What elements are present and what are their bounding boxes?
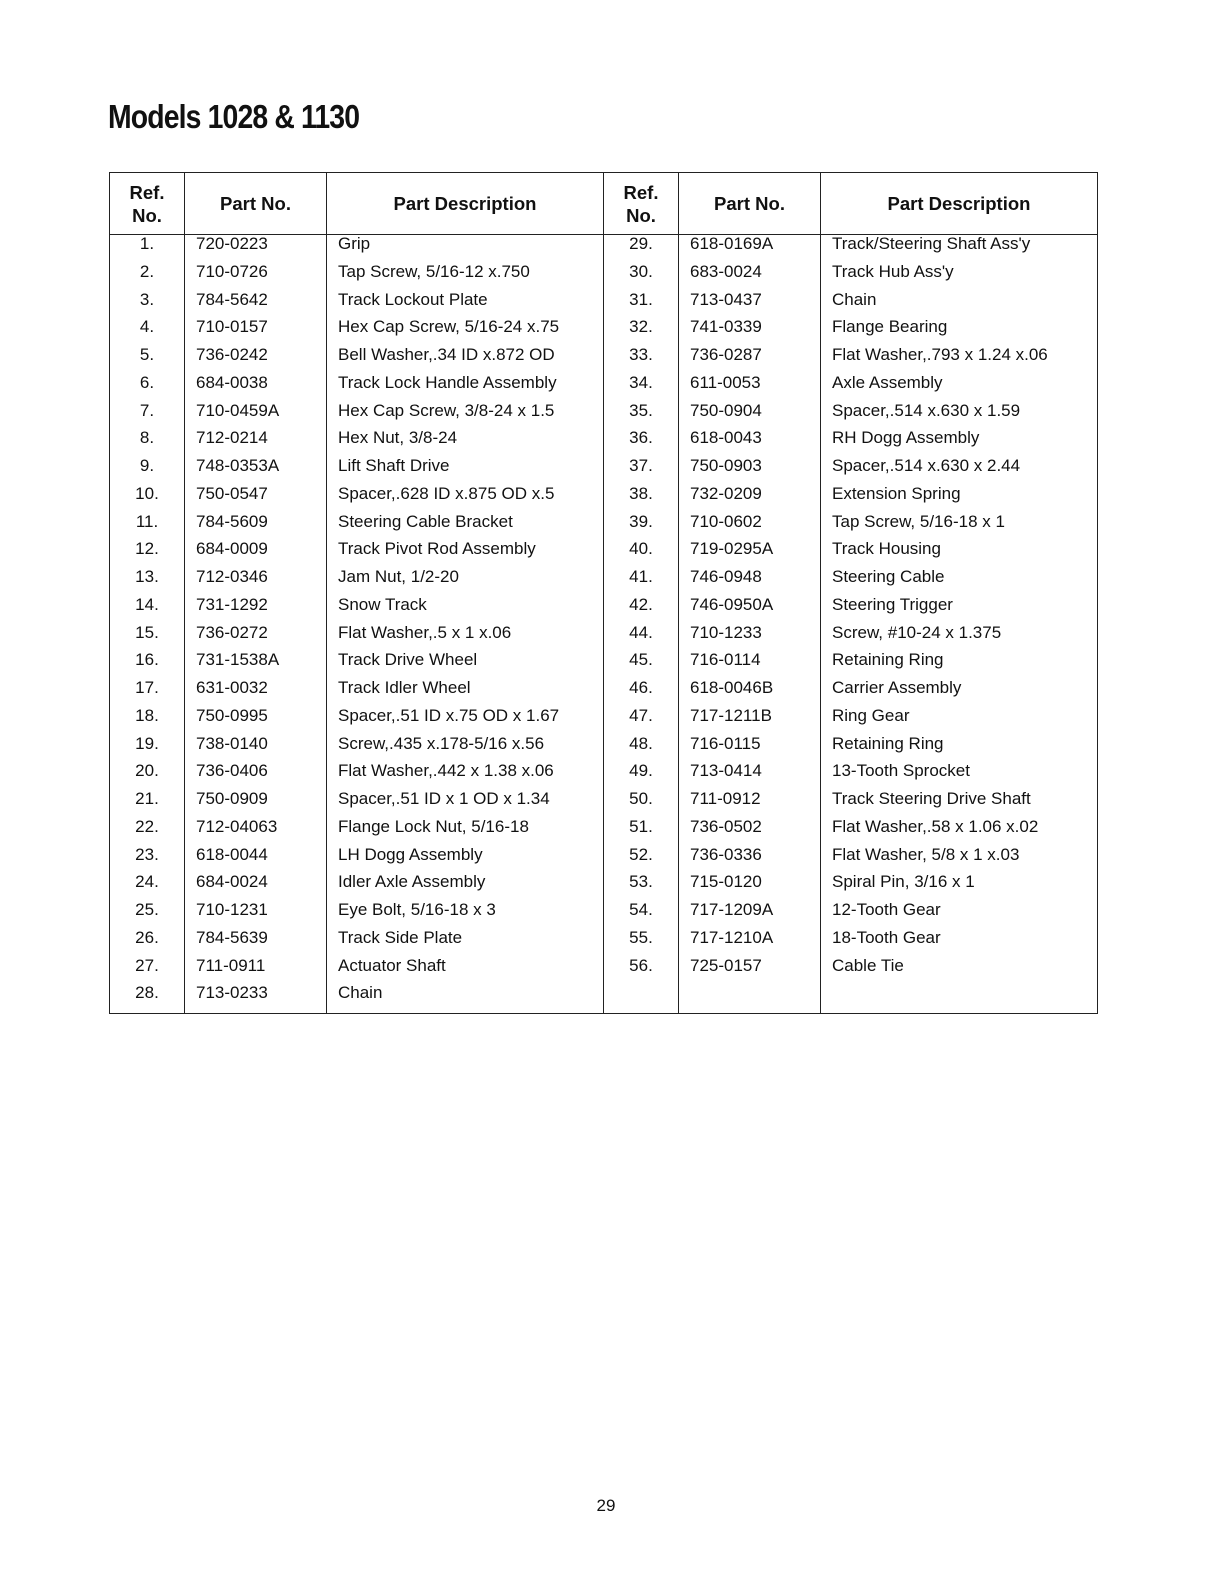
left-part-description-cell: Screw,.435 x.178-5/16 x.56 [327, 735, 604, 763]
left-part-no-cell: 750-0995 [185, 707, 327, 735]
page-title: Models 1028 & 1130 [108, 98, 360, 135]
right-ref-no-cell: 33. [604, 346, 679, 374]
left-ref-no-cell: 19. [110, 735, 185, 763]
table-row [110, 485, 1098, 513]
table-row [110, 402, 1098, 430]
left-part-description-cell: Jam Nut, 1/2-20 [327, 568, 604, 596]
table-row [110, 624, 1098, 652]
right-part-description-cell: Steering Trigger [821, 596, 1098, 624]
left-part-description-cell: Spacer,.628 ID x.875 OD x.5 [327, 485, 604, 513]
right-ref-no-cell: 49. [604, 762, 679, 790]
right-part-no-cell: 710-1233 [679, 624, 821, 652]
right-ref-no-cell: 35. [604, 402, 679, 430]
right-part-no-cell: 717-1211B [679, 707, 821, 735]
right-part-no-cell: 618-0169A [679, 235, 821, 263]
right-ref-no-cell: 32. [604, 318, 679, 346]
left-part-description-cell: Track Pivot Rod Assembly [327, 540, 604, 568]
table-row [110, 429, 1098, 457]
left-ref-no-cell: 22. [110, 818, 185, 846]
header-row [110, 173, 1098, 235]
right-ref-no-cell: 44. [604, 624, 679, 652]
right-ref-no-cell: 54. [604, 901, 679, 929]
left-part-description-cell: Steering Cable Bracket [327, 513, 604, 541]
right-part-no-cell: 725-0157 [679, 957, 821, 985]
table-row [110, 457, 1098, 485]
right-part-no-cell: 710-0602 [679, 513, 821, 541]
left-part-no-cell: 750-0909 [185, 790, 327, 818]
left-part-no-cell: 738-0140 [185, 735, 327, 763]
left-ref-no-cell: 14. [110, 596, 185, 624]
left-part-no-cell: 712-0214 [185, 429, 327, 457]
right-part-description-cell: Track Housing [821, 540, 1098, 568]
left-ref-no-cell: 1. [110, 235, 185, 263]
right-part-no-cell: 719-0295A [679, 540, 821, 568]
right-part-description-cell: Track Hub Ass'y [821, 263, 1098, 291]
right-part-no-cell: 746-0948 [679, 568, 821, 596]
left-part-no-cell: 720-0223 [185, 235, 327, 263]
left-part-description-cell: Spacer,.51 ID x.75 OD x 1.67 [327, 707, 604, 735]
left-part-description-cell: Hex Cap Screw, 5/16-24 x.75 [327, 318, 604, 346]
left-ref-no-cell: 4. [110, 318, 185, 346]
right-ref-no-cell: 34. [604, 374, 679, 402]
right-ref-no-cell: 52. [604, 846, 679, 874]
table-row [110, 762, 1098, 790]
left-part-no-cell: 712-0346 [185, 568, 327, 596]
left-part-description-cell: Hex Nut, 3/8-24 [327, 429, 604, 457]
left-part-description-cell: Eye Bolt, 5/16-18 x 3 [327, 901, 604, 929]
left-part-description-cell: Track Side Plate [327, 929, 604, 957]
left-part-no-cell: 731-1538A [185, 651, 327, 679]
right-ref-no-cell: 53. [604, 873, 679, 901]
table-row [110, 596, 1098, 624]
right-part-description-cell: Ring Gear [821, 707, 1098, 735]
left-ref-no-cell: 26. [110, 929, 185, 957]
left-part-description-cell: Track Lock Handle Assembly [327, 374, 604, 402]
right-part-description-cell: Steering Cable [821, 568, 1098, 596]
left-ref-no-cell: 5. [110, 346, 185, 374]
left-part-description-cell: Flat Washer,.442 x 1.38 x.06 [327, 762, 604, 790]
right-part-no-cell: 618-0046B [679, 679, 821, 707]
left-ref-no-cell: 16. [110, 651, 185, 679]
right-part-description-cell: Retaining Ring [821, 735, 1098, 763]
left-ref-no-cell: 6. [110, 374, 185, 402]
left-part-description-cell: LH Dogg Assembly [327, 846, 604, 874]
parts-table-header [110, 173, 1098, 235]
right-ref-no-cell: 56. [604, 957, 679, 985]
left-ref-no-cell: 7. [110, 402, 185, 430]
left-ref-no-cell: 17. [110, 679, 185, 707]
header-ref-right [604, 173, 679, 235]
table-row [110, 651, 1098, 679]
right-part-description-cell: Flat Washer,.793 x 1.24 x.06 [821, 346, 1098, 374]
left-part-description-cell: Idler Axle Assembly [327, 873, 604, 901]
right-part-description-cell: Screw, #10-24 x 1.375 [821, 624, 1098, 652]
right-ref-no-cell: 51. [604, 818, 679, 846]
right-ref-no-cell: 41. [604, 568, 679, 596]
right-part-no-cell: 716-0114 [679, 651, 821, 679]
left-part-no-cell: 710-1231 [185, 901, 327, 929]
right-part-description-cell: Spacer,.514 x.630 x 1.59 [821, 402, 1098, 430]
right-part-no-cell: 750-0904 [679, 402, 821, 430]
table-row [110, 735, 1098, 763]
left-part-no-cell: 712-04063 [185, 818, 327, 846]
left-ref-no-cell: 11. [110, 513, 185, 541]
left-part-description-cell: Tap Screw, 5/16-12 x.750 [327, 263, 604, 291]
left-part-description-cell: Hex Cap Screw, 3/8-24 x 1.5 [327, 402, 604, 430]
left-part-description-cell: Flange Lock Nut, 5/16-18 [327, 818, 604, 846]
table-row [110, 901, 1098, 929]
right-part-no-cell: 717-1209A [679, 901, 821, 929]
right-part-description-cell: Carrier Assembly [821, 679, 1098, 707]
left-ref-no-cell: 21. [110, 790, 185, 818]
left-part-description-cell: Bell Washer,.34 ID x.872 OD [327, 346, 604, 374]
left-part-no-cell: 684-0024 [185, 873, 327, 901]
right-ref-no-cell: 37. [604, 457, 679, 485]
right-part-description-cell: Track Steering Drive Shaft [821, 790, 1098, 818]
left-ref-no-cell: 15. [110, 624, 185, 652]
table-row [110, 374, 1098, 402]
left-part-no-cell: 631-0032 [185, 679, 327, 707]
left-part-no-cell: 711-0911 [185, 957, 327, 985]
right-part-description-cell: Spiral Pin, 3/16 x 1 [821, 873, 1098, 901]
right-ref-no-cell: 46. [604, 679, 679, 707]
left-part-no-cell: 618-0044 [185, 846, 327, 874]
left-part-no-cell: 748-0353A [185, 457, 327, 485]
left-ref-no-cell: 9. [110, 457, 185, 485]
left-ref-no-cell: 10. [110, 485, 185, 513]
right-ref-no-cell: 38. [604, 485, 679, 513]
table-row [110, 984, 1098, 1014]
right-ref-no-cell [604, 984, 679, 1014]
left-ref-no-cell: 13. [110, 568, 185, 596]
right-part-description-cell [821, 984, 1098, 1014]
left-ref-no-cell: 20. [110, 762, 185, 790]
header-ref-left-line1: Ref. [129, 181, 165, 203]
right-part-description-cell: Flat Washer,.58 x 1.06 x.02 [821, 818, 1098, 846]
left-part-no-cell: 710-0157 [185, 318, 327, 346]
left-part-no-cell: 736-0406 [185, 762, 327, 790]
right-ref-no-cell: 55. [604, 929, 679, 957]
right-ref-no-cell: 50. [604, 790, 679, 818]
left-part-no-cell: 710-0459A [185, 402, 327, 430]
right-part-no-cell: 736-0287 [679, 346, 821, 374]
left-part-description-cell: Snow Track [327, 596, 604, 624]
right-ref-no-cell: 40. [604, 540, 679, 568]
right-part-description-cell: Flange Bearing [821, 318, 1098, 346]
left-part-no-cell: 684-0009 [185, 540, 327, 568]
left-ref-no-cell: 25. [110, 901, 185, 929]
right-part-no-cell: 741-0339 [679, 318, 821, 346]
right-part-description-cell: Axle Assembly [821, 374, 1098, 402]
table-row [110, 679, 1098, 707]
right-ref-no-cell: 29. [604, 235, 679, 263]
left-ref-no-cell: 3. [110, 291, 185, 319]
left-part-description-cell: Grip [327, 235, 604, 263]
right-part-description-cell: 18-Tooth Gear [821, 929, 1098, 957]
right-part-no-cell: 716-0115 [679, 735, 821, 763]
header-ref-left-line2: No. [132, 204, 162, 226]
header-desc-right: Part Description [821, 173, 1098, 235]
right-ref-no-cell: 36. [604, 429, 679, 457]
left-part-description-cell: Lift Shaft Drive [327, 457, 604, 485]
left-part-description-cell: Chain [327, 984, 604, 1014]
right-part-no-cell: 611-0053 [679, 374, 821, 402]
header-ref-right-line2: No. [626, 204, 656, 226]
table-row [110, 790, 1098, 818]
parts-table [109, 172, 1098, 1014]
left-ref-no-cell: 23. [110, 846, 185, 874]
right-part-no-cell: 683-0024 [679, 263, 821, 291]
right-part-no-cell: 715-0120 [679, 873, 821, 901]
left-part-description-cell: Track Drive Wheel [327, 651, 604, 679]
left-part-description-cell: Track Idler Wheel [327, 679, 604, 707]
left-part-description-cell: Track Lockout Plate [327, 291, 604, 319]
table-row [110, 929, 1098, 957]
right-part-no-cell: 732-0209 [679, 485, 821, 513]
right-part-description-cell: Chain [821, 291, 1098, 319]
right-part-no-cell: 736-0502 [679, 818, 821, 846]
header-part-right: Part No. [679, 173, 821, 235]
left-part-no-cell: 713-0233 [185, 984, 327, 1014]
right-part-description-cell: Extension Spring [821, 485, 1098, 513]
header-part-left: Part No. [185, 173, 327, 235]
left-part-no-cell: 750-0547 [185, 485, 327, 513]
table-row [110, 846, 1098, 874]
left-ref-no-cell: 24. [110, 873, 185, 901]
header-desc-left: Part Description [327, 173, 604, 235]
right-part-description-cell: 12-Tooth Gear [821, 901, 1098, 929]
right-part-description-cell: Track/Steering Shaft Ass'y [821, 235, 1098, 263]
right-part-no-cell: 717-1210A [679, 929, 821, 957]
right-ref-no-cell: 31. [604, 291, 679, 319]
table-row [110, 291, 1098, 319]
right-part-description-cell: Cable Tie [821, 957, 1098, 985]
right-part-no-cell: 750-0903 [679, 457, 821, 485]
right-ref-no-cell: 30. [604, 263, 679, 291]
right-part-no-cell: 711-0912 [679, 790, 821, 818]
left-part-description-cell: Spacer,.51 ID x 1 OD x 1.34 [327, 790, 604, 818]
table-row [110, 818, 1098, 846]
left-part-no-cell: 731-1292 [185, 596, 327, 624]
right-ref-no-cell: 45. [604, 651, 679, 679]
left-ref-no-cell: 8. [110, 429, 185, 457]
right-ref-no-cell: 42. [604, 596, 679, 624]
table-row [110, 540, 1098, 568]
left-ref-no-cell: 18. [110, 707, 185, 735]
left-part-no-cell: 784-5642 [185, 291, 327, 319]
right-part-no-cell: 713-0437 [679, 291, 821, 319]
left-part-no-cell: 736-0272 [185, 624, 327, 652]
right-part-no-cell: 713-0414 [679, 762, 821, 790]
table-row [110, 513, 1098, 541]
right-part-no-cell [679, 984, 821, 1014]
right-ref-no-cell: 39. [604, 513, 679, 541]
table-row [110, 263, 1098, 291]
right-ref-no-cell: 47. [604, 707, 679, 735]
header-ref-right-line1: Ref. [623, 181, 659, 203]
table-row [110, 346, 1098, 374]
right-part-description-cell: RH Dogg Assembly [821, 429, 1098, 457]
right-ref-no-cell: 48. [604, 735, 679, 763]
parts-table-body [110, 235, 1098, 1014]
right-part-description-cell: Retaining Ring [821, 651, 1098, 679]
right-part-description-cell: Flat Washer, 5/8 x 1 x.03 [821, 846, 1098, 874]
right-part-no-cell: 618-0043 [679, 429, 821, 457]
left-ref-no-cell: 2. [110, 263, 185, 291]
left-part-no-cell: 736-0242 [185, 346, 327, 374]
page-number: 29 [596, 1496, 616, 1515]
left-part-no-cell: 784-5639 [185, 929, 327, 957]
right-part-description-cell: Tap Screw, 5/16-18 x 1 [821, 513, 1098, 541]
right-part-no-cell: 736-0336 [679, 846, 821, 874]
table-row [110, 873, 1098, 901]
right-part-description-cell: Spacer,.514 x.630 x 2.44 [821, 457, 1098, 485]
table-row [110, 318, 1098, 346]
table-row [110, 568, 1098, 596]
table-row [110, 235, 1098, 263]
left-ref-no-cell: 28. [110, 984, 185, 1014]
right-part-description-cell: 13-Tooth Sprocket [821, 762, 1098, 790]
left-part-description-cell: Flat Washer,.5 x 1 x.06 [327, 624, 604, 652]
left-part-no-cell: 710-0726 [185, 263, 327, 291]
right-part-no-cell: 746-0950A [679, 596, 821, 624]
table-row [110, 707, 1098, 735]
left-ref-no-cell: 27. [110, 957, 185, 985]
left-part-no-cell: 684-0038 [185, 374, 327, 402]
left-part-description-cell: Actuator Shaft [327, 957, 604, 985]
left-part-no-cell: 784-5609 [185, 513, 327, 541]
header-ref-left [110, 173, 185, 235]
left-ref-no-cell: 12. [110, 540, 185, 568]
table-row [110, 957, 1098, 985]
